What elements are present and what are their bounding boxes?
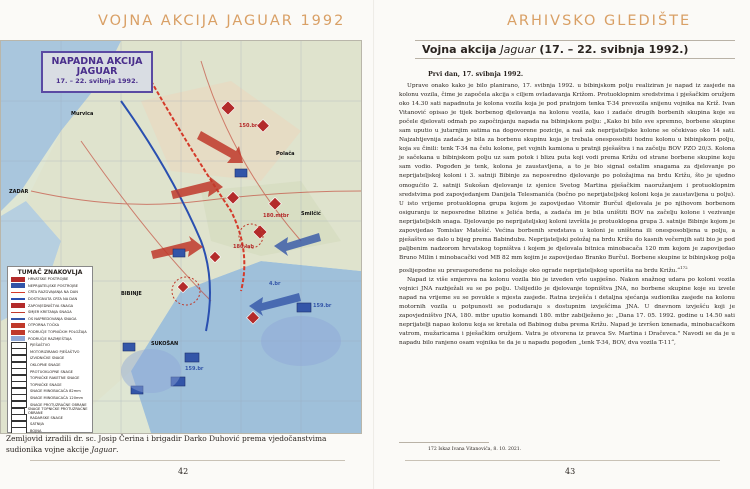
paragraph [399,82,735,276]
map-title-line3: 17. – 22. svibnja 1992. [55,77,139,85]
legend-label: OTPORNA TOČKA [28,323,60,328]
enemy-deployment-area [261,316,341,366]
unit-label: 180.lab [233,244,255,250]
map-title-line2: JAGUAR [76,66,118,77]
place-label: Smilčić [301,211,321,217]
left-running-head: VOJNA AKCIJA JAGUAR 1992 [98,13,346,29]
legend-label: SATNIJA [30,422,44,427]
legend-label: PROTUOKLOPNE SNAGE [30,369,73,374]
legend-item [8,316,92,323]
legend-symbol-icon [11,312,25,314]
legend-label: PODRUČJE RAZMJEŠTAJA [28,336,72,341]
caption-italic: Jaguar [91,444,117,454]
legend-symbol-icon [11,330,25,335]
legend-symbol-icon [11,298,25,300]
map-legend [7,266,93,433]
page-divider [30,460,345,461]
legend-item [8,283,92,290]
article-body [399,82,735,348]
place-label: Polača [276,151,295,157]
unit-label: 4.br [269,281,281,287]
right-running-head: ARHIVSKO GLEDIŠTE [507,13,692,29]
legend-label: IZVIDNIČKE SNAGE [30,356,65,361]
footnote-ref: 172 [680,264,688,270]
legend-items [8,276,92,434]
title-text: Vojna akcija [422,43,501,56]
footnote-rule [399,442,489,443]
legend-label: PJEŠAŠTVO [30,343,51,348]
place-label: Murvica [71,111,94,117]
unit-label: 150.br [239,123,258,129]
legend-symbol-icon [11,292,25,294]
caption-end: . [116,444,119,454]
legend-item [8,276,92,283]
title-italic: Jaguar [500,43,536,56]
legend-label: RADARSKE SNAGE [30,415,63,420]
operation-map [0,40,362,434]
legend-label: ZAPOVJEDNIŠTVA SNAGA [28,303,74,308]
legend-label: CRTA RAZGVAJANJA NA DAN [28,290,78,295]
footnote: 172 Iskaz Ivana Vitanovića, 8. 10. 2021. [428,447,522,452]
legend-label: MOTORIZIRANO PJEŠAŠTVO [30,349,80,354]
page-number-right: 43 [565,467,576,476]
legend-label: TOPNIČKE SNAGE [30,382,62,387]
legend-symbol-icon [11,277,25,282]
legend-label: PODRUČJE TOPNIČKIH POLOŽAJA [28,330,87,335]
legend-symbol-icon [11,318,25,320]
legend-label: BOJNA [30,428,42,433]
legend-symbol-icon [11,323,25,328]
legend-label: SNAGE TOPNIČKE PROTUZRAČNE OBRANE [27,407,88,416]
legend-label: DOSTIGNUTA CRTA NA DAN [28,297,78,302]
map-title-line1: NAPADNA AKCIJA [51,56,143,67]
legend-title: TUMAČ ZNAKOVLJA [17,269,83,276]
legend-label: OS NAPREDOVANJA SNAGA [28,316,77,321]
legend-label: NEPRIJATELJSKE POSTROJBE [28,283,79,288]
map-title-box [41,51,153,93]
legend-symbol-icon [11,283,25,288]
legend-label: TOPNIČKE RAKETNE SNAGE [30,376,80,381]
title-rule-top [415,40,735,41]
legend-item [8,309,92,316]
section-subhead: Prvi dan, 17. svibnja 1992. [428,70,524,78]
legend-item [8,302,92,309]
legend-symbol-icon [11,303,25,308]
page-number-left: 42 [178,467,189,476]
legend-label: SNAGE MINOBACAČA 82mm [30,389,81,394]
title-dates: (17. – 22. svibnja 1992.) [535,43,689,56]
title-rule-bottom [415,58,735,59]
legend-label: SMJER KRETANJA SNAGA [28,310,72,315]
legend-item [8,289,92,296]
legend-item [8,329,92,336]
legend-label: OKLOPNE SNAGE [30,363,61,368]
place-label: SUKOŠAN [151,341,179,347]
unit-label: 159.br [313,303,332,309]
page-divider [405,460,720,461]
map-caption [6,434,336,455]
unit-label: 180.mtbr [263,213,289,219]
legend-label: HRVATSKE POSTROJBE [28,277,69,282]
caption-text: Zemljovid izradili dr. sc. Josip Čerina i brigadir Darko Duhović prema vjedočanstvima sudionika vojne akcije [6,434,327,454]
legend-label: SNAGE PROTUZRAČNE OBRANE [30,402,87,407]
article-title [422,43,688,56]
legend-item [8,322,92,329]
paragraph-text: Uprave onako kako je bilo planirano, 17. svibnja 1992. u bibinjskom polju realiziran je napad iz zasjede na kolonu vozila, čime je započela akcija s ciljem ovladavanja Križom. Protuoklopnim sredstvima i pješačkim oružjem oko 14.30 sati napadnuta je kolona vozila koja je pod pratnjom tenka T-34 prevozila snijenu vojnika na Križ. Ivan Vitanović opisao je tijek borbenog djelovanja na kolonu vozila, kao i zadaće drugih borbenih skupina koje su počele djelovati odmah po započinjanju napada na bibinjskom polju: „Kako bi bilo sve spremno, borbene skupine sam uputio u jutarnjim satima na dogovorene pozicije, a naš zak neprijateljske kolone se očekivao oko 14 sati. Najzahtjevnija zadaća je bila za borbenu skupinu koja je trebala onesposobiti hodnu kolonu u bibinjskom polju, koja su činili: tenk T-34 na čelu kolone, pet vojnih kamiona u pratnji pješaštva i na začelju BOV PZO 20/3. Kolona je sačekana u bibinjskom polju uz sam potok i blizu puta koji vodi prema Križu od strane borbene skupine koju sam vodio. Pogođen je tenk, kolona je zaustavljena, a to je bio signal ostalim snagama za djelovanje po neprijateljskoj koloni i 3. satniji Bibinje za neposredno djelovanje po položajima na brdu Križu, što je ujedno omogućilo 2. satniji Sukošan djelovanje iz sjenice Svetog Martina pješačkim naoružanjem i protuoklopnim sredstvima pod zapovjedanjem Danijela Telesmanića (bočno po neprijateljskoj koloni koja je zaustavljena u polju). U isto vrijeme protuoklopna grupa kojom je zapovijedao Vitomir Burčul djelovala je po njihovom borbenom osiguranju iz neposredne blizine s Jelića brda, a zadaća im je bila uništiti BOV na začelju kolone i vezivanje neprijateljskih snaga. Djelovanje po neprijateljskoj koloni izvršila je protuoklopna grupa 3. satnije Bibinje kojom je zapovijedao Tomislav Matešić. Većina borbenih sredstava u koloni je uništena ili onesposobljena u polju, a pješaštvo se dalo u bijeg prema Babindubu. Neprijateljski položaj na brdu Križu do kasnih večernjih sati bio je pod paljbenim nadzorom hrvatskog topništva i kojem je djelovala bitnica minobacača 120 mm kojom je zapovijedao Bruno Milin i minobacački vod MB 82 mm kojim je zapovijedao Branko Burčul. Borbene skupine iz bibinjskog polja poslijepodne su preraspoređene na položaje oko ograde neprijateljskog uporišta na brdu Križu.“ [399,83,735,274]
unit-label: 159.br [185,366,204,372]
legend-label: SNAGE MINOBACAČA 120mm [30,395,83,400]
place-label: ZADAR [9,189,29,195]
paragraph: Napad iz više smjerova na kolonu vozila bio je izveden vrlo uspješno. Nakon snažnog udara po koloni vozila vojnici JNA razbježali su se po polju. Uslijedilo je djelovanje topništva JNA, no borbene skupine koje su izvele napad na vrijeme su se povukle s mjesta zasjede. Ratna izvješća i detaljna sjećanja sudionika zasjede na kolonu motornih vozila u potpunosti se podudaraju s dostupnim izvješćima JNA. U dnevnom izvješću koji je zapovjedništvo JNA, 180. mtbr uputio komandi 180. mtbr zabilježeno je: „Dana 17. 05. 1992. godine u 14.50 sati neprijatelji napao kolonu koja se kretala od Babinog duba prema Križu. Napad je izvršen iznenada, minobacačkom vatrom, mužaricama i pješačkim oružjem. Vatra je otvorena iz pravca Sv. Martina i Dračevca." Navodi se da je u napadu bilo ranjeno osam vojnika te da je u napadu pogođen „tenk T-34, BOV, dva vozila T-11“, [399,276,735,347]
right-page [375,0,750,489]
legend-symbol-icon [11,336,25,341]
legend-item [8,296,92,303]
place-label: BIBINJE [121,291,142,297]
